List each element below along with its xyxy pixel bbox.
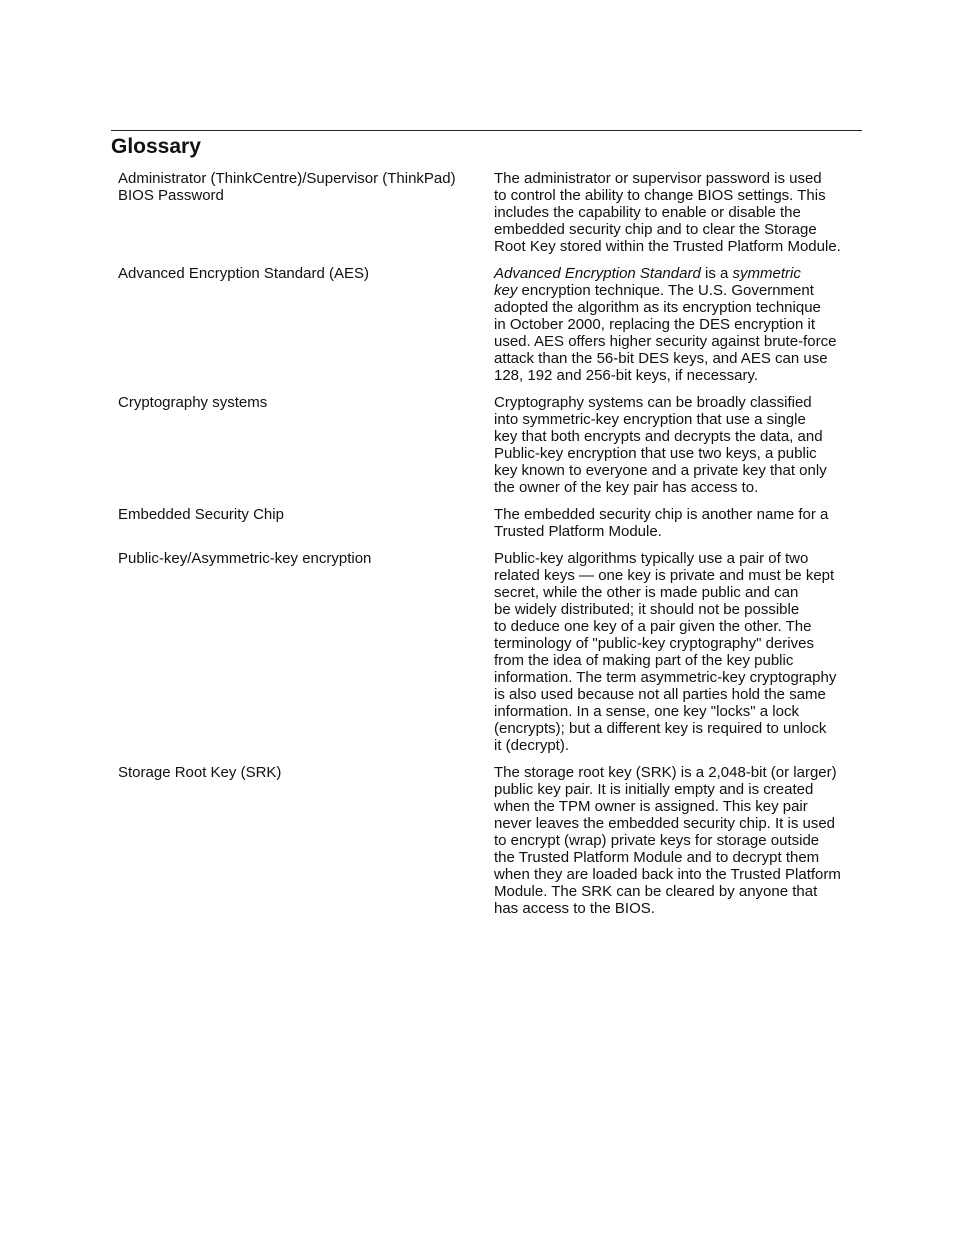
glossary-term: Administrator (ThinkCentre)/Supervisor (ThinkPad) BIOS Password [118, 170, 456, 204]
glossary-term: Embedded Security Chip [118, 506, 284, 523]
glossary-term: Advanced Encryption Standard (AES) [118, 265, 369, 282]
glossary-entry [118, 506, 858, 540]
glossary-entry [118, 764, 858, 917]
glossary-definition: The embedded security chip is another name for a Trusted Platform Module. [494, 506, 829, 540]
glossary-definition [494, 265, 856, 384]
glossary-term: Cryptography systems [118, 394, 268, 411]
page-title: Glossary [111, 135, 201, 158]
italic-term: Advanced Encryption Standard [494, 265, 701, 282]
glossary-definition: Public-key algorithms typically use a pair of two related keys — one key is private and must be kept secret, while the other is made public and can be widely distributed; it should not be possible to deduce one key of a pair given the other. The terminology of "public-key cryptography" derives from the idea of making part of the key public information. The term asymmetric-key cryptography is also used because not all parties hold the same information. In a sense, one key "locks" a lock (encrypts); but a different key is required to unlock it (decrypt). [494, 550, 837, 754]
glossary-entry [118, 170, 858, 255]
definition-text: is a [700, 265, 733, 282]
glossary-entry [118, 394, 858, 496]
glossary-definition: The administrator or supervisor password is used to control the ability to change BIOS settings. This includes the capability to enable or disable the embedded security chip and to clear the Storage Root Key stored within the Trusted Platform Module. [494, 170, 841, 255]
header-rule [111, 130, 862, 131]
glossary-definition: Cryptography systems can be broadly classified into symmetric-key encryption that use a single key that both encrypts and decrypts the data, and Public-key encryption that use two keys, a public key known to everyone and a private key that only the owner of the key pair has access to. [494, 394, 827, 496]
glossary-entry [118, 550, 858, 754]
glossary-term: Storage Root Key (SRK) [118, 764, 282, 781]
glossary-term: Public-key/Asymmetric-key encryption [118, 550, 372, 567]
glossary-table [118, 170, 858, 927]
definition-text: encryption technique. The U.S. Government adopted the algorithm as its encryption technique in October 2000, replacing the DES encryption it used. AES offers higher security against brute-force attack than the 56-bit DES keys, and AES can use 128, 192 and 256-bit keys, if necessary. [494, 282, 837, 384]
italic-term: symmetric key [494, 265, 801, 299]
glossary-entry [118, 265, 858, 384]
glossary-definition: The storage root key (SRK) is a 2,048-bit (or larger) public key pair. It is initially empty and is created when the TPM owner is assigned. This key pair never leaves the embedded security chip. It is used to encrypt (wrap) private keys for storage outside the Trusted Platform Module and to decrypt them when they are loaded back into the Trusted Platform Module. The SRK can be cleared by anyone that has access to the BIOS. [494, 764, 841, 917]
